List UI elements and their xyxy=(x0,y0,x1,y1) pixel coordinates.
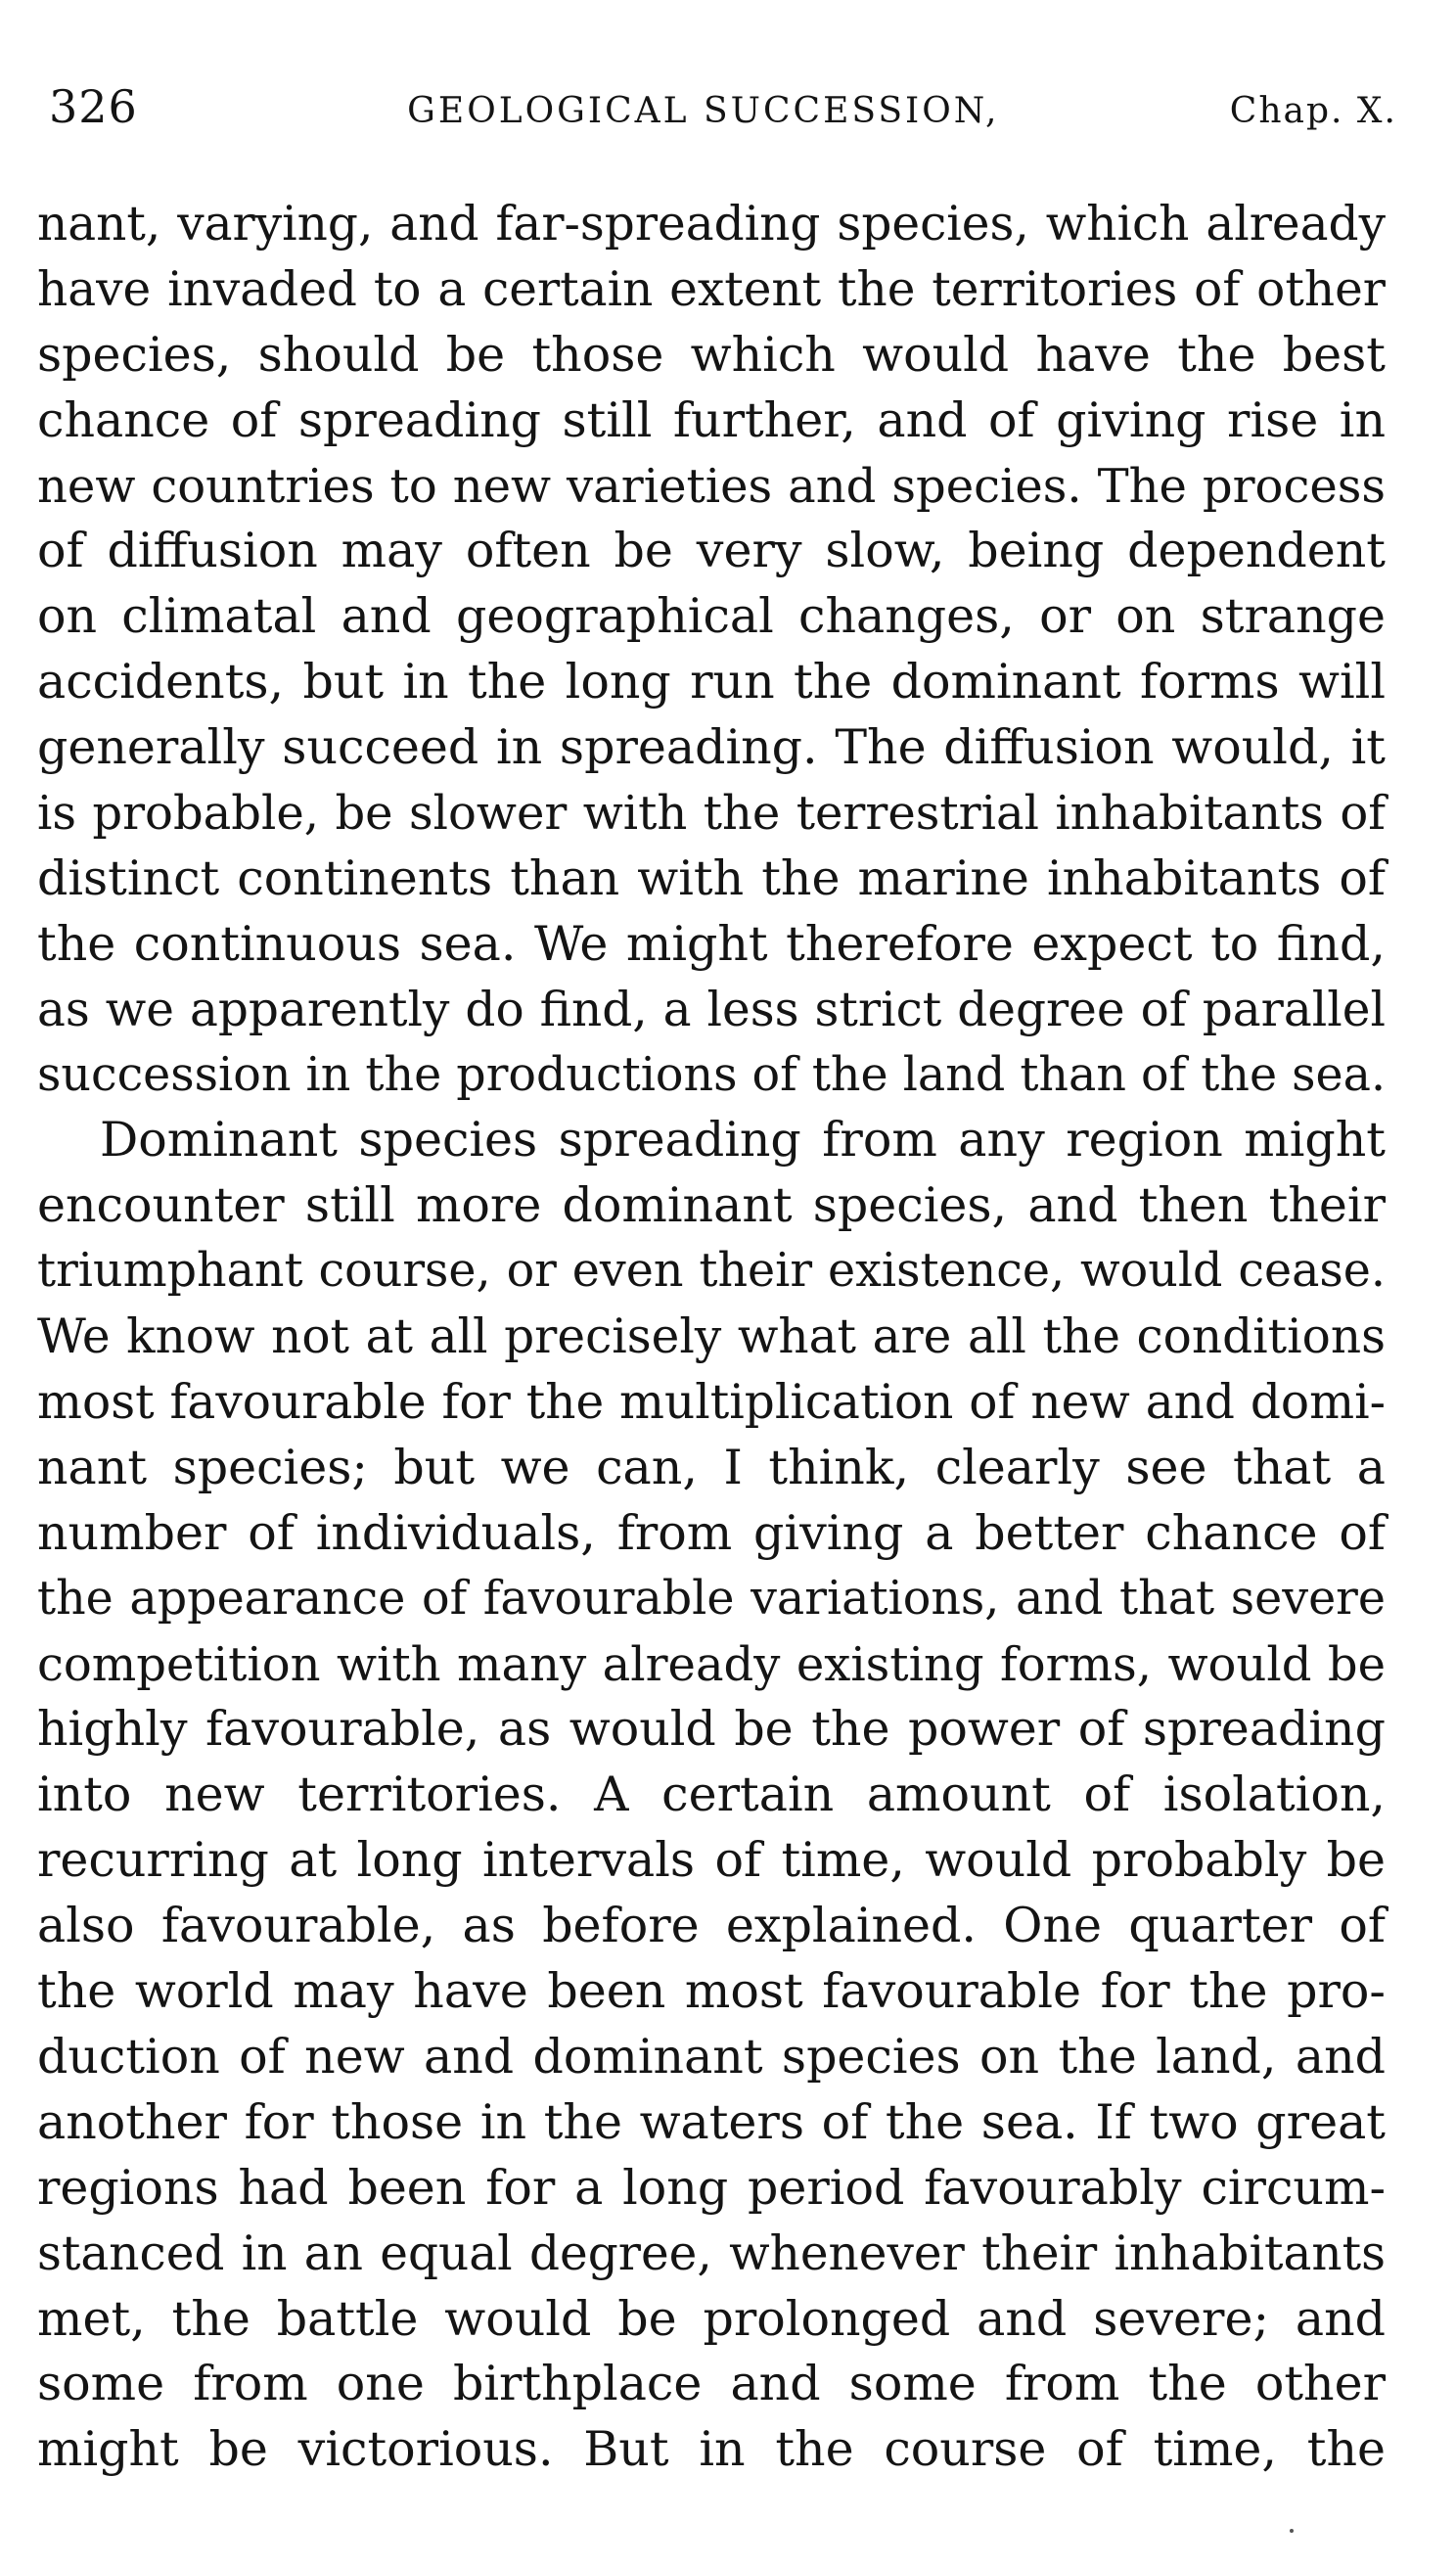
ink-speck xyxy=(1290,2529,1294,2533)
text-line: is probable, be slower with the terrestrial inhabitants of xyxy=(37,786,1386,842)
text-line: distinct continents than with the marine inhabitants of xyxy=(37,849,1386,906)
chapter-label: Chap. X. xyxy=(1229,91,1397,131)
paragraph-2 xyxy=(37,1108,1386,2483)
text-line: new countries to new varieties and species. The process xyxy=(37,458,1386,514)
text-line: have invaded to a certain extent the territories of other xyxy=(37,261,1386,317)
text-line: on climatal and geographical changes, or on strange xyxy=(37,588,1386,645)
text-line: number of individuals, from giving a better chance of xyxy=(37,1504,1386,1561)
text-line: most favourable for the multiplication of new and domi- xyxy=(37,1375,1386,1431)
text-line: competition with many already existing forms, would be xyxy=(37,1636,1386,1692)
text-line: triumphant course, or even their existence, would cease. xyxy=(37,1244,1386,1299)
text-line: generally succeed in spreading. The diffusion would, it xyxy=(37,719,1386,776)
page-number: 326 xyxy=(49,80,138,133)
running-header xyxy=(49,80,1397,139)
paragraph-1 xyxy=(37,192,1386,1108)
text-line: stanced in an equal degree, whenever their inhabitants xyxy=(37,2225,1386,2281)
text-line: species, should be those which would have the best xyxy=(37,326,1386,383)
text-line: Dominant species spreading from any region might xyxy=(100,1112,1386,1169)
text-line: nant, varying, and far-spreading species, which already xyxy=(37,197,1386,252)
text-line: chance of spreading still further, and of giving rise in xyxy=(37,391,1386,448)
text-line: the appearance of favourable variations, and that severe xyxy=(37,1571,1386,1626)
text-line: nant species; but we can, I think, clearly see that a xyxy=(37,1439,1386,1495)
text-line: also favourable, as before explained. One quarter of xyxy=(37,1898,1386,1954)
body-text xyxy=(37,192,1386,2483)
text-line: We know not at all precisely what are all the conditions xyxy=(37,1309,1386,1365)
text-line: encounter still more dominant species, and then their xyxy=(37,1177,1386,1234)
running-title: GEOLOGICAL SUCCESSION, xyxy=(407,91,1000,131)
text-line: as we apparently do find, a less strict degree of parallel xyxy=(37,982,1386,1037)
text-line: the continuous sea. We might therefore expect to find, xyxy=(37,915,1386,972)
text-line: some from one birthplace and some from the other xyxy=(37,2356,1386,2412)
text-line: accidents, but in the long run the dominant forms will xyxy=(37,654,1386,711)
text-line: the world may have been most favourable for the pro- xyxy=(37,1963,1386,2020)
text-line: into new territories. A certain amount of isolation, xyxy=(37,1766,1386,1823)
text-line: regions had been for a long period favourably circum- xyxy=(37,2159,1386,2216)
text-line: duction of new and dominant species on the land, and xyxy=(37,2028,1386,2085)
text-line: met, the battle would be prolonged and severe; and xyxy=(37,2290,1386,2347)
text-line: highly favourable, as would be the power of spreading xyxy=(37,1701,1386,1758)
text-line: succession in the productions of the land than of the sea. xyxy=(37,1047,1387,1102)
text-line: of diffusion may often be very slow, being dependent xyxy=(37,523,1386,579)
text-line: another for those in the waters of the sea. If two great xyxy=(37,2093,1386,2150)
text-line: might be victorious. But in the course of time, the xyxy=(37,2421,1386,2478)
text-line: recurring at long intervals of time, would probably be xyxy=(37,1832,1386,1889)
